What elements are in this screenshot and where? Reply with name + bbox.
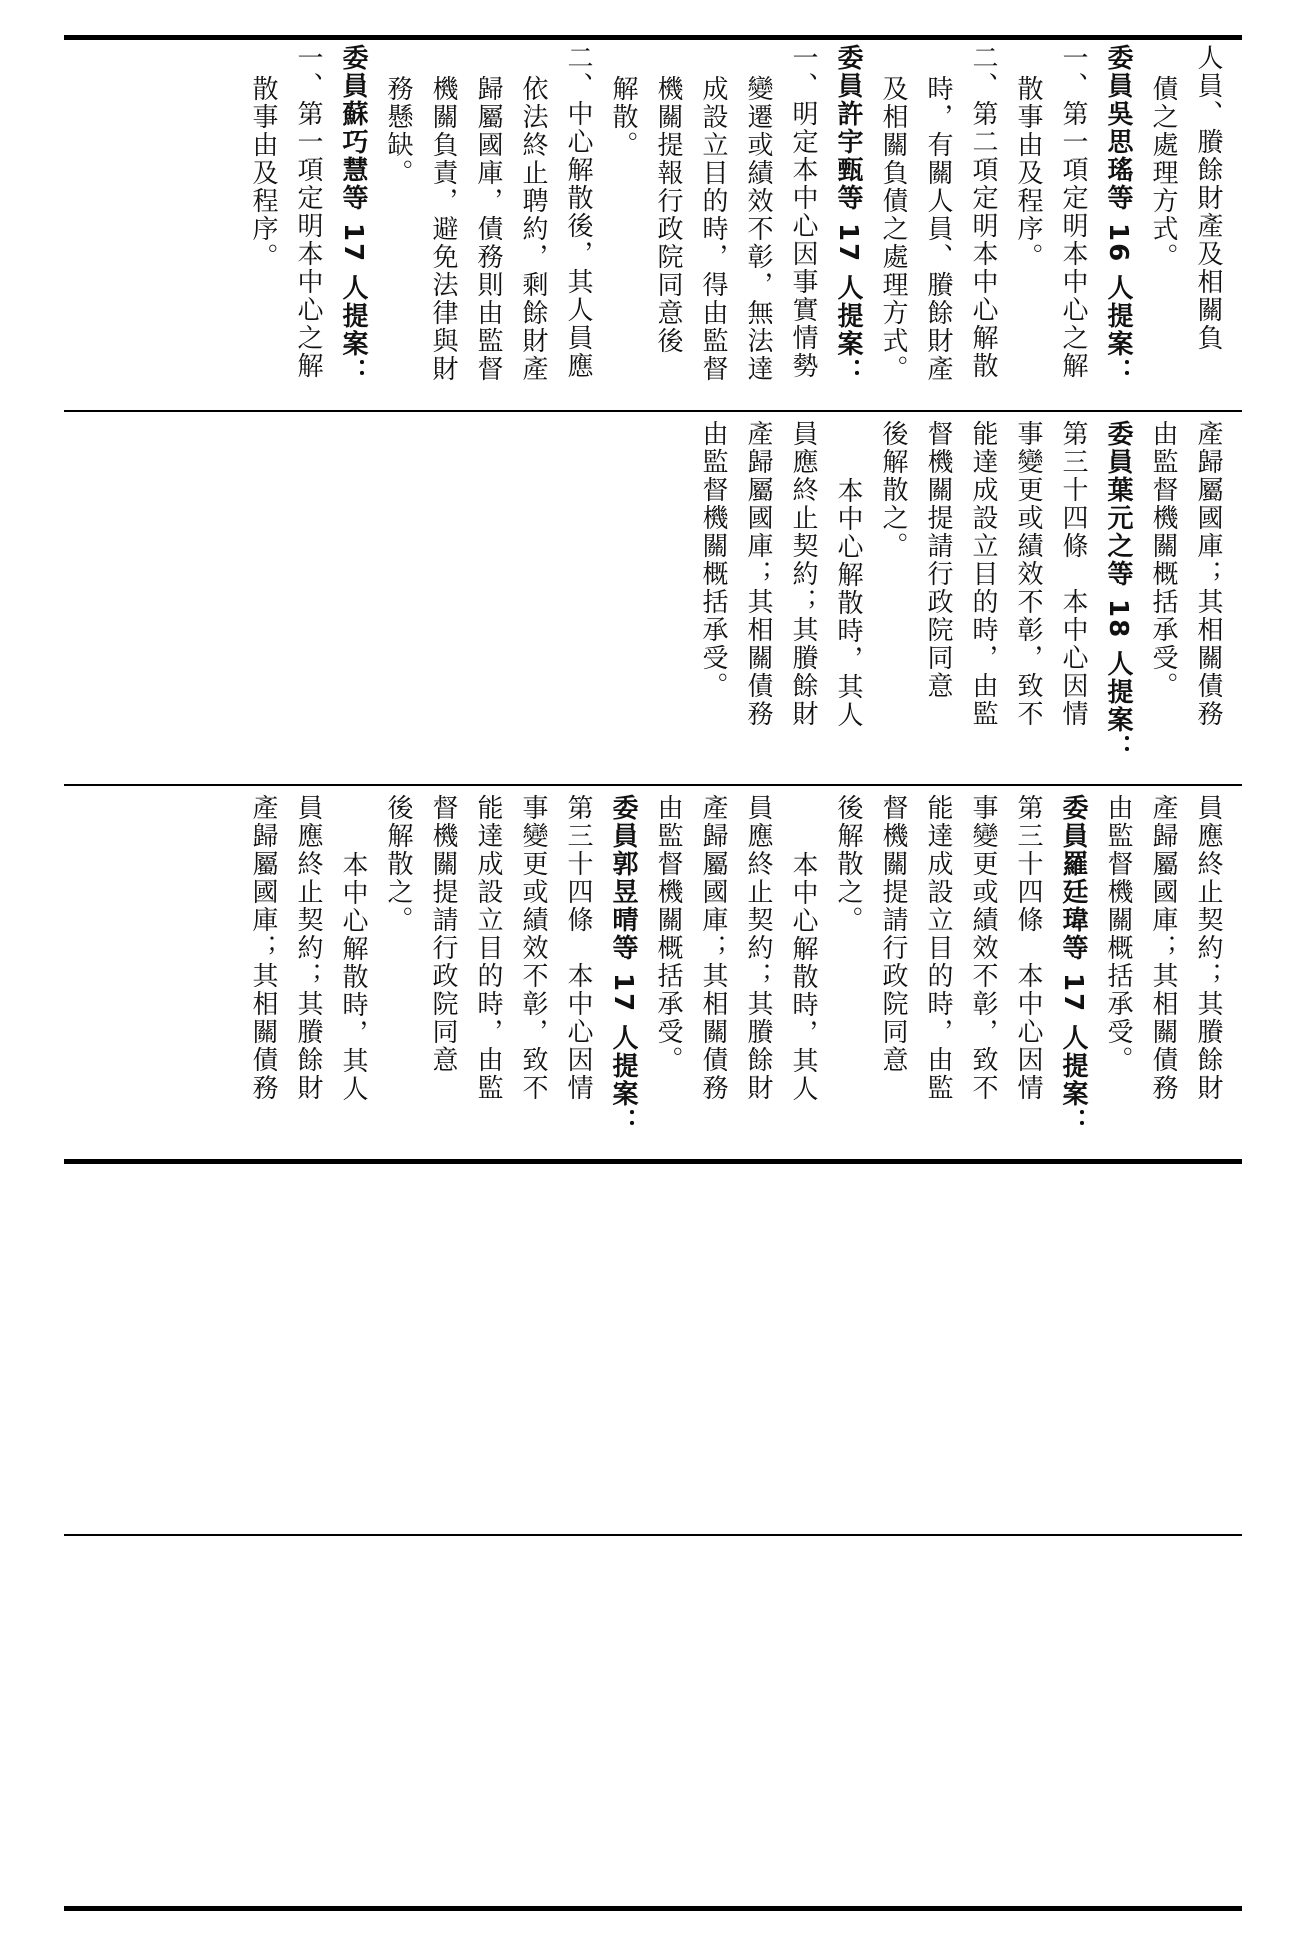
proposal-heading: 委員郭昱晴等 17 人提案： xyxy=(608,794,638,1137)
row-divider-1 xyxy=(64,410,1242,412)
text-line: 機關負責，避免法律與財 xyxy=(428,75,458,384)
text-line: 機關提報行政院同意後 xyxy=(653,75,683,356)
text-line: 一、第一項定明本中心之解 xyxy=(293,44,323,380)
text-line: 由監督機關概括承受。 xyxy=(653,794,683,1074)
text-line: 解散。 xyxy=(608,75,638,160)
text-line: 產歸屬國庫；其相關債務 xyxy=(743,420,773,728)
text-line: 第三十四條 本中心因情 xyxy=(1058,420,1088,728)
text-line: 由監督機關概括承受。 xyxy=(698,420,728,700)
text-line: 時，有關人員、賸餘財產 xyxy=(923,75,953,384)
proposal-heading: 委員吳思瑤等 16 人提案： xyxy=(1103,44,1133,387)
text-line: 後解散之。 xyxy=(383,794,413,934)
row-divider-2 xyxy=(64,784,1242,786)
text-line: 後解散之。 xyxy=(833,794,863,934)
text-line: 督機關提請行政院同意 xyxy=(923,420,953,700)
text-line: 二、第二項定明本中心解散 xyxy=(968,44,998,380)
text-line: 產歸屬國庫；其相關債務 xyxy=(1148,794,1178,1102)
text-line: 員應終止契約；其賸餘財 xyxy=(293,794,323,1102)
text-line: 員應終止契約；其賸餘財 xyxy=(743,794,773,1102)
text-line: 務懸缺。 xyxy=(383,75,413,188)
cell-middle-column-text xyxy=(80,420,1230,780)
text-line: 一、第一項定明本中心之解 xyxy=(1058,44,1088,380)
proposal-heading: 委員許宇甄等 17 人提案： xyxy=(833,44,863,387)
top-border-rule xyxy=(64,35,1242,40)
bottom-border-rule xyxy=(64,1906,1242,1911)
text-line: 督機關提請行政院同意 xyxy=(878,794,908,1074)
text-line: 本中心解散時，其人 xyxy=(788,851,818,1104)
text-line: 依法終止聘約，剩餘財產 xyxy=(518,75,548,384)
text-line: 員應終止契約；其賸餘財 xyxy=(788,420,818,728)
text-line: 能達成設立目的時，由監 xyxy=(923,794,953,1102)
text-line: 散事由及程序。 xyxy=(248,75,278,272)
text-line: 第三十四條 本中心因情 xyxy=(563,794,593,1102)
text-line: 能達成設立目的時，由監 xyxy=(968,420,998,728)
text-line: 由監督機關概括承受。 xyxy=(1148,420,1178,700)
text-line: 二、中心解散後，其人員應 xyxy=(563,44,593,380)
text-line: 本中心解散時，其人 xyxy=(833,477,863,730)
text-line: 能達成設立目的時，由監 xyxy=(473,794,503,1102)
row-divider-3 xyxy=(64,1159,1242,1164)
proposal-heading: 委員羅廷瑋等 17 人提案： xyxy=(1058,794,1088,1137)
text-line: 員應終止契約；其賸餘財 xyxy=(1193,794,1223,1102)
proposal-heading: 委員葉元之等 18 人提案： xyxy=(1103,420,1133,763)
proposal-heading: 委員蘇巧慧等 17 人提案： xyxy=(338,44,368,387)
text-line: 散事由及程序。 xyxy=(1013,75,1043,272)
text-line: 產歸屬國庫；其相關債務 xyxy=(1193,420,1223,728)
row-divider-4 xyxy=(64,1534,1242,1536)
text-line: 事變更或績效不彰，致不 xyxy=(1013,420,1043,728)
text-line: 本中心解散時，其人 xyxy=(338,851,368,1104)
text-line: 歸屬國庫，債務則由監督 xyxy=(473,75,503,384)
text-line: 成設立目的時，得由監督 xyxy=(698,75,728,384)
text-line: 由監督機關概括承受。 xyxy=(1103,794,1133,1074)
text-line: 人員、賸餘財產及相關負 xyxy=(1193,44,1223,352)
text-line: 第三十四條 本中心因情 xyxy=(1013,794,1043,1102)
text-line: 事變更或績效不彰，致不 xyxy=(518,794,548,1102)
text-line: 督機關提請行政院同意 xyxy=(428,794,458,1074)
text-line: 事變更或績效不彰，致不 xyxy=(968,794,998,1102)
text-line: 後解散之。 xyxy=(878,420,908,560)
cell-top-column-text xyxy=(80,44,1230,396)
text-line: 產歸屬國庫；其相關債務 xyxy=(248,794,278,1102)
text-line: 變遷或績效不彰，無法達 xyxy=(743,75,773,384)
text-line: 債之處理方式。 xyxy=(1148,75,1178,272)
text-line: 產歸屬國庫；其相關債務 xyxy=(698,794,728,1102)
text-line: 一、明定本中心因事實情勢 xyxy=(788,44,818,380)
cell-bottom-column-text xyxy=(80,794,1230,1154)
text-line: 及相關負債之處理方式。 xyxy=(878,75,908,384)
